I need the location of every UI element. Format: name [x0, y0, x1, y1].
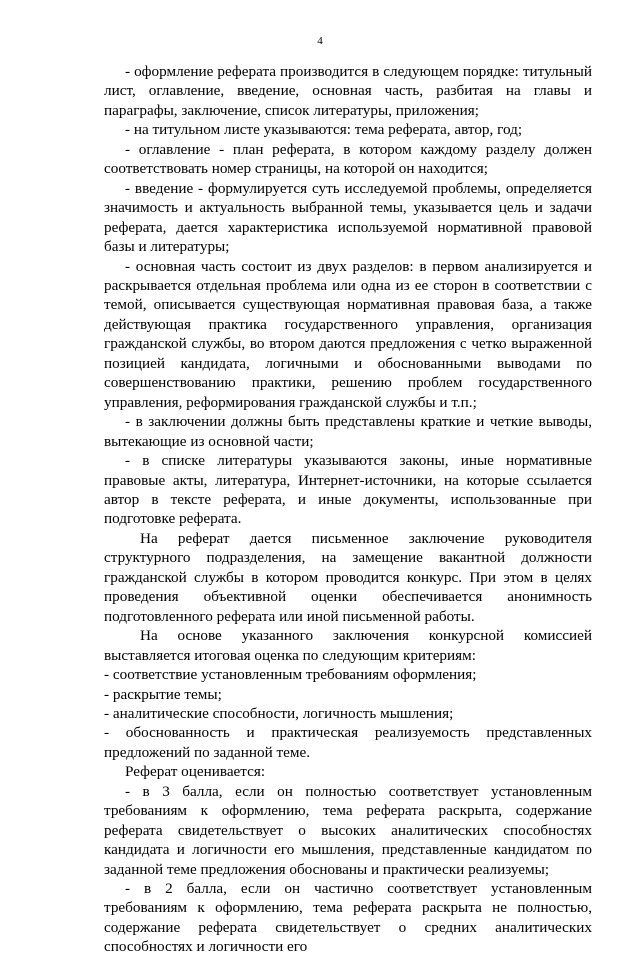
paragraph-table-of-contents: - оглавление - план реферата, в котором каждому разделу должен соответствовать номер страницы, на которой он находится;: [104, 140, 592, 178]
paragraph-score-3: - в 3 балла, если он полностью соответствует установленным требованиям к оформлению, тема реферата раскрыта, содержание реферата свидетельствует о высоких аналитических способностях кандидата и логичности его мышления, представленные кандидатом по заданной теме предложения обоснованы и практически реализуемы;: [104, 782, 592, 878]
criterion-topic-coverage: - раскрытие темы;: [104, 685, 222, 703]
paragraph-formatting-order: - оформление реферата производится в следующем порядке: титульный лист, оглавление, введение, основная часть, разбитая на главы и параграфы, заключение, список литературы, приложения;: [104, 63, 592, 119]
paragraph-written-opinion: На реферат дается письменное заключение руководителя структурного подразделения, на замещение вакантной должности гражданской службы в котором проводится конкурс. При этом в целях проведения объективной оценки обеспечивается анонимность подготовленного реферата или иной письменной работы.: [104, 529, 592, 625]
criterion-feasibility: - обоснованность и практическая реализуемость представленных предложений по заданной теме.: [104, 724, 592, 761]
criterion-formatting: - соответствие установленным требованиям оформления;: [104, 666, 477, 684]
document-body: [104, 62, 592, 957]
paragraph-evaluation-heading: Реферат оценивается:: [125, 763, 266, 781]
criterion-analytical-ability: - аналитические способности, логичность мышления;: [104, 704, 454, 722]
paragraph-title-page: - на титульном листе указываются: тема реферата, автор, год;: [125, 121, 523, 139]
paragraph-final-assessment: На основе указанного заключения конкурсной комиссией выставляется итоговая оценка по следующим критериям:: [104, 627, 592, 664]
paragraph-introduction: - введение - формулируется суть исследуемой проблемы, определяется значимость и актуальность выбранной темы, указывается цель и задачи реферата, дается характеристика используемой нормативной правовой базы и литературы;: [104, 179, 592, 256]
paragraph-main-part: - основная часть состоит из двух разделов: в первом анализируется и раскрывается отдельная проблема или одна из ее сторон в соответствии с темой, описывается существующая нормативная правовая база, а также действующая практика государственного управления, организация гражданской службы, во втором даются предложения с четко выраженной позицией кандидата, логичными и обоснованными выводами по совершенствованию практики, решению проблем государственного управления, реформирования гражданской службы и т.п.;: [104, 257, 592, 411]
page-number: 4: [317, 35, 323, 47]
paragraph-conclusion: - в заключении должны быть представлены краткие и четкие выводы, вытекающие из основной части;: [104, 413, 592, 450]
paragraph-bibliography: - в списке литературы указываются законы, иные нормативные правовые акты, литература, Интернет-источники, на которые ссылается автор в тексте реферата, и иные документы, использованные при подготовке реферата.: [104, 452, 592, 528]
paragraph-score-2: - в 2 балла, если он частично соответствует установленным требованиям к оформлению, тема реферата раскрыта не полностью, содержание реферата свидетельствует о средних аналитических способностях и логичности его: [104, 880, 592, 956]
